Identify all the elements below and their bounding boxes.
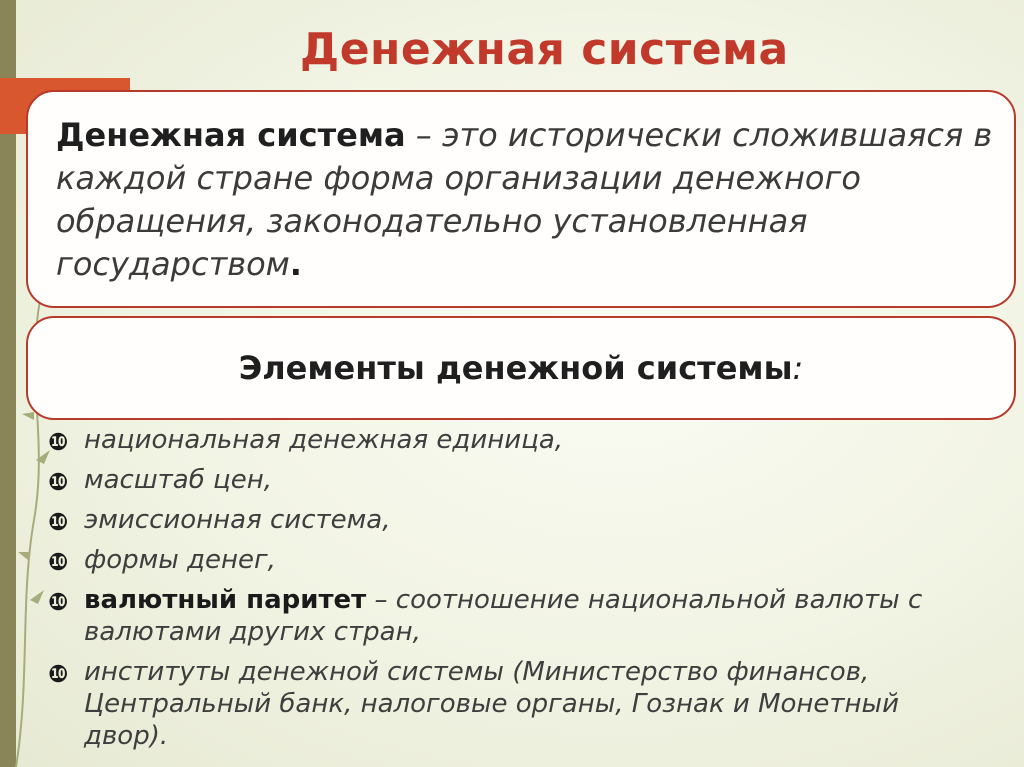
bullet-ten-icon: ❿ xyxy=(48,660,69,688)
list-item-text: масштаб цен, xyxy=(84,465,272,495)
list-item-text: институты денежной системы (Министерство финансов, Центральный банк, налоговые органы, Гознак и Монетный двор). xyxy=(84,657,899,751)
page-title: Денежная система xyxy=(300,24,789,75)
bullet-ten-icon: ❿ xyxy=(48,508,69,536)
bullet-ten-icon: ❿ xyxy=(48,588,69,616)
elements-heading-box xyxy=(26,316,1016,420)
list-item xyxy=(48,424,988,456)
elements-heading-colon: : xyxy=(792,349,804,387)
definition-period: . xyxy=(289,245,302,283)
list-item xyxy=(48,656,988,752)
list-item xyxy=(48,544,988,576)
definition-text xyxy=(56,114,996,286)
list-item xyxy=(48,464,988,496)
elements-list xyxy=(48,424,988,760)
bullet-ten-icon: ❿ xyxy=(48,468,69,496)
definition-box xyxy=(26,90,1016,308)
list-item-strong: валютный паритет xyxy=(84,585,367,615)
list-item-text: формы денег, xyxy=(84,545,276,575)
definition-term: Денежная система xyxy=(56,116,406,154)
elements-heading-text: Элементы денежной системы xyxy=(238,349,793,387)
list-item-text: эмиссионная система, xyxy=(84,505,391,535)
definition-body: – это исторически сложившаяся в каждой стране форма организации денежного обращения, законодательно установленная государством xyxy=(56,116,993,283)
list-item xyxy=(48,504,988,536)
list-item xyxy=(48,584,988,648)
bullet-ten-icon: ❿ xyxy=(48,428,69,456)
bullet-ten-icon: ❿ xyxy=(48,548,69,576)
list-item-text: – соотношение национальной валюты с валютами других стран, xyxy=(84,585,923,647)
list-item-text: национальная денежная единица, xyxy=(84,425,564,455)
elements-heading xyxy=(28,318,1014,418)
